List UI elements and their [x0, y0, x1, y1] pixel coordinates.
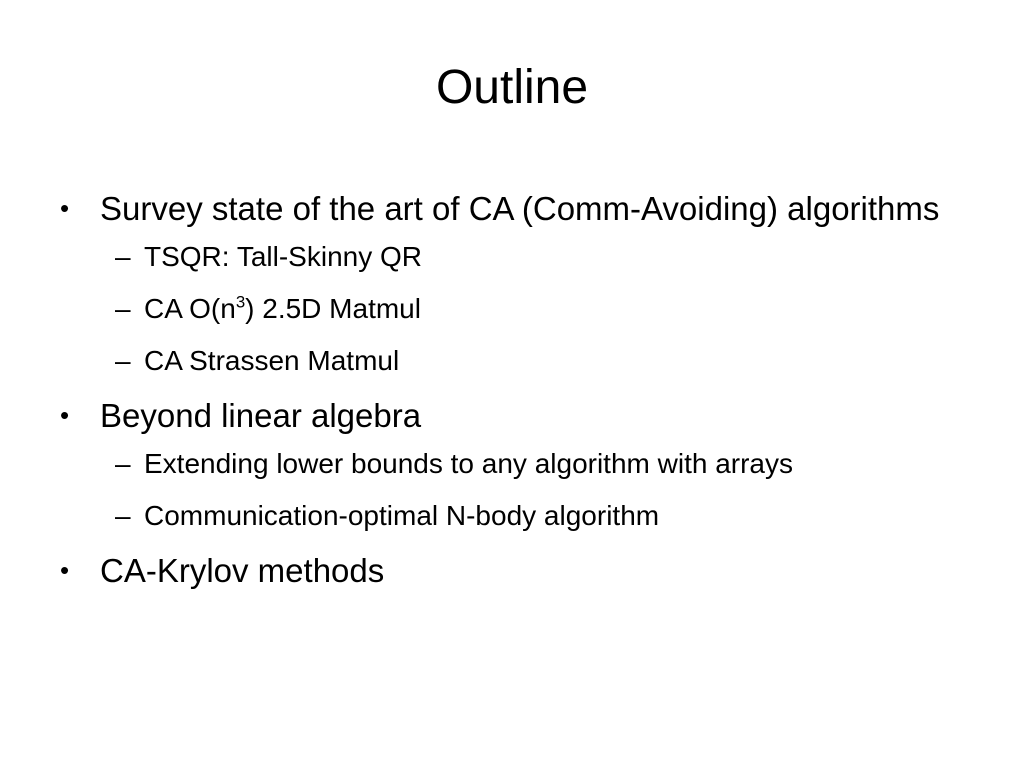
sub-bullet-text: Extending lower bounds to any algorithm with arrays [144, 448, 794, 479]
sub-bullet-text-before: CA O(n [144, 293, 236, 324]
bullet-item [60, 186, 1010, 231]
dash-icon: – [115, 345, 131, 376]
bullet-icon: • [60, 555, 70, 585]
bullet-item [60, 393, 1010, 438]
bullet-text: CA-Krylov methods [100, 552, 385, 589]
bullet-icon: • [60, 193, 70, 223]
sub-bullet-text: TSQR: Tall-Skinny QR [144, 241, 422, 272]
sub-bullet-item [60, 289, 1010, 329]
sub-bullet-item [60, 237, 1010, 277]
bullet-text: Survey state of the art of CA (Comm-Avoiding) algorithms [100, 190, 940, 227]
sub-bullet-text: Communication-optimal N-body algorithm [144, 500, 660, 531]
dash-icon: – [115, 241, 131, 272]
slide-title: Outline [435, 61, 589, 114]
sub-bullet-item [60, 341, 1010, 381]
superscript: 3 [235, 292, 246, 312]
sub-bullet-item [60, 496, 1010, 536]
dash-icon: – [115, 448, 131, 479]
bullet-item [60, 548, 1010, 593]
bullet-icon: • [60, 400, 70, 430]
dash-icon: – [115, 293, 131, 324]
bullet-list [60, 186, 1010, 599]
sub-bullet-text-after: ) 2.5D Matmul [245, 293, 421, 324]
bullet-text: Beyond linear algebra [100, 397, 422, 434]
sub-bullet-text [144, 293, 421, 324]
sub-bullet-text: CA Strassen Matmul [144, 345, 400, 376]
sub-bullet-item [60, 444, 1010, 484]
dash-icon: – [115, 500, 131, 531]
